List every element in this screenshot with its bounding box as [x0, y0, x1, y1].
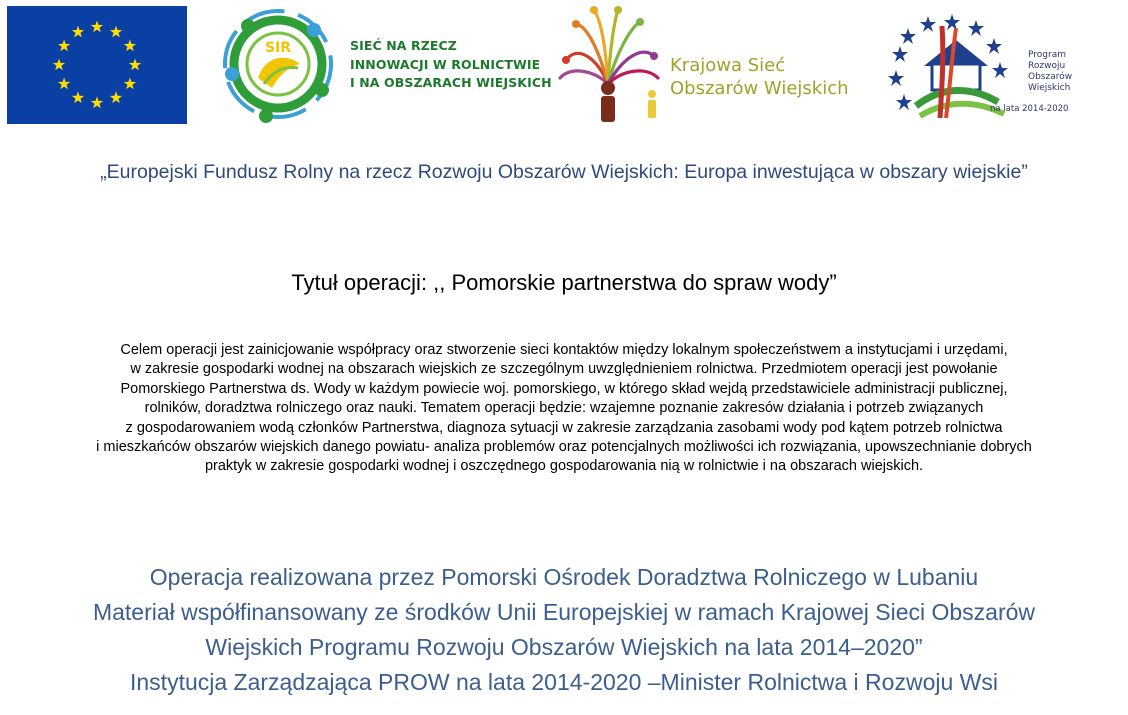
prow-line: Rozwoju: [1028, 61, 1066, 71]
logo-bar: [0, 0, 1128, 130]
sir-logo: [218, 4, 554, 126]
prow-years: na lata 2014-2020: [990, 104, 1069, 114]
description-line: Pomorskiego Partnerstwa ds. Wody w każdym powiecie woj. pomorskiego, w którego skład wejdą przedstawiciele administracji publicznej,: [120, 380, 1008, 397]
prow-line: Program: [1028, 50, 1066, 60]
sir-line: I NA OBSZARACH WIEJSKICH: [350, 75, 552, 90]
sir-line: INNOWACJI W ROLNICTWIE: [350, 56, 541, 72]
description-line: Celem operacji jest zainicjowanie współpracy oraz stworzenie sieci kontaktów między lokalnym społeczeństwem a instytucjami i urzędami,: [120, 342, 1008, 358]
footer-line: Instytucja Zarządzająca PROW na lata 2014-2020 –Minister Rolnictwa i Rozwoju Wsi: [130, 669, 998, 695]
sir-wordmark: [350, 37, 552, 93]
description-line: i mieszkańców obszarów wiejskich danego powiatu- analiza problemów oraz potencjalnych możliwości ich rozwiązania, upowszechnianie dobrych: [96, 439, 1032, 456]
description-line: rolników, doradztwa rolniczego oraz nauki. Tematem operacji będzie: wzajemne poznanie zakresów działania i potrzeb związanych: [144, 400, 984, 417]
sir-line: SIEĆ NA RZECZ: [350, 38, 457, 53]
ksow-line: Krajowa Sieć: [670, 55, 786, 76]
eu-flag-icon: [7, 6, 187, 124]
prow-wordmark: [1028, 50, 1072, 94]
prow-logo: [886, 6, 1076, 126]
prow-line: Obszarów: [1028, 72, 1073, 82]
ksow-wordmark: [670, 54, 849, 100]
footer-line: Wiejskich Programu Rozwoju Obszarów Wiejskich na lata 2014–2020”: [205, 634, 923, 660]
description-line: w zakresie gospodarki wodnej na obszarach wiejskich ze szczególnym uwzględnieniem rolnictwa. Przedmiotem operacji jest powołanie: [130, 361, 998, 378]
funding-footer: [0, 560, 1128, 700]
prow-line: Wiejskich: [1028, 83, 1071, 93]
fund-slogan: „Europejski Fundusz Rolny na rzecz Rozwoju Obszarów Wiejskich: Europa inwestująca w obszary wiejskie”: [100, 161, 1028, 183]
ksow-line: Obszarów Wiejskich: [670, 78, 849, 99]
ksow-plant-icon: [558, 4, 670, 126]
description-line: z gospodarowaniem wodą członków Partnerstwa, diagnoza sytuacji w zakresie zarządzania zasobami wody pod kątem potrzeb rolnictwa: [125, 419, 1003, 436]
operation-description: [0, 341, 1128, 477]
footer-line: Operacja realizowana przez Pomorski Ośrodek Doradztwa Rolniczego w Lubaniu: [149, 564, 979, 590]
footer-line: Materiał współfinansowany ze środków Unii Europejskiej w ramach Krajowej Sieci Obszarów: [92, 599, 1036, 625]
operation-title: Tytuł operacji: ,, Pomorskie partnerstwa do spraw wody”: [291, 270, 837, 295]
sir-badge: SIR: [264, 40, 292, 56]
description-line: praktyk w zakresie gospodarki wodnej i oszczędnego gospodarowania nią w rolnictwie i na obszarach wiejskich.: [204, 458, 924, 475]
ksow-logo: [558, 4, 876, 126]
sir-network-icon: [218, 4, 348, 126]
